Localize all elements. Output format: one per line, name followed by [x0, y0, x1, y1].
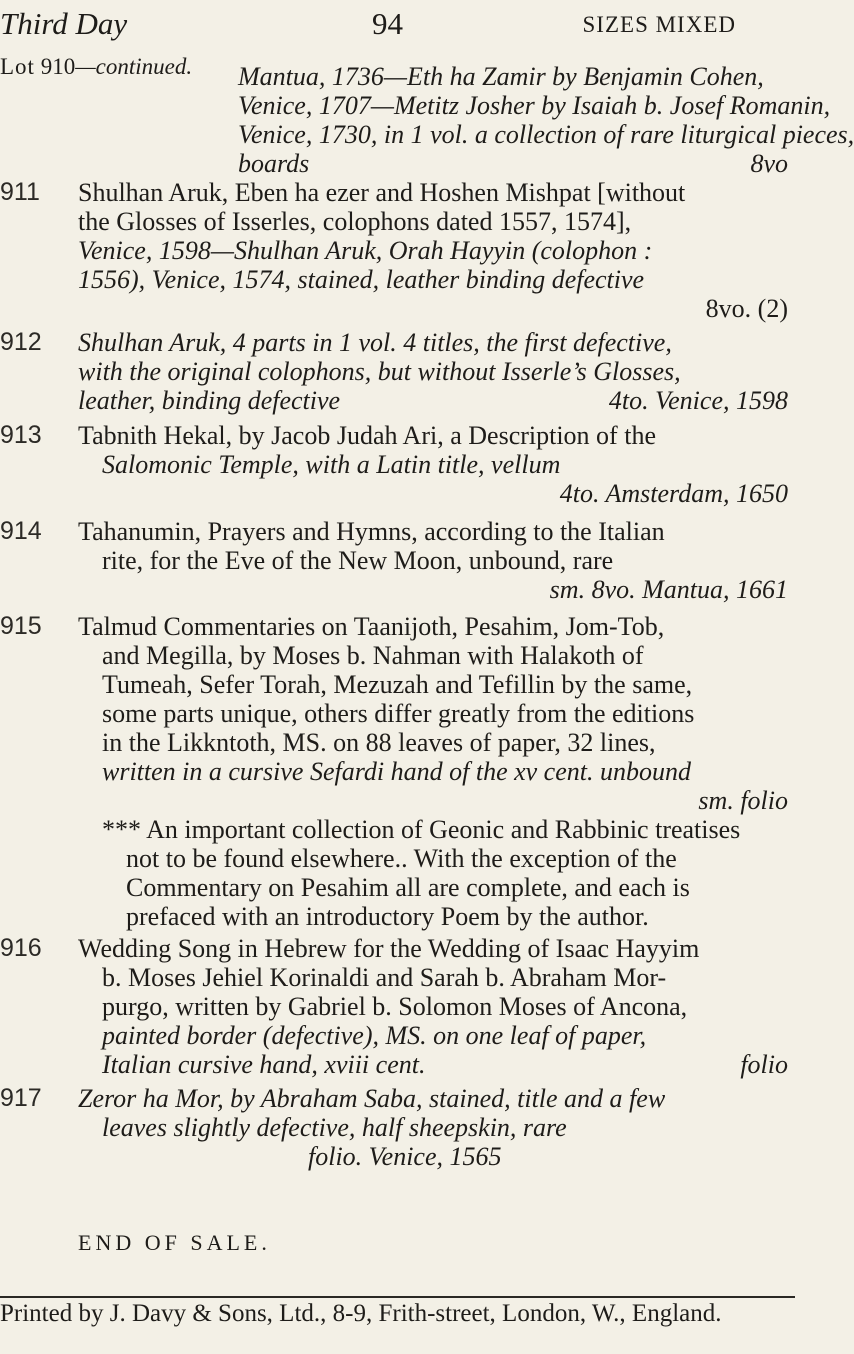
- lot-number: 917: [0, 1084, 42, 1112]
- lot-number: 914: [0, 517, 42, 545]
- description-line: Salomonic Temple, with a Latin title, vellum: [102, 450, 561, 479]
- description-line: Venice, 1707—Metitz Josher by Isaiah b. Josef Romanin,: [238, 91, 831, 120]
- description-line: b. Moses Jehiel Korinaldi and Sarah b. Abraham Mor-: [102, 963, 667, 992]
- format-note: 4to. Amsterdam, 1650: [559, 479, 788, 508]
- format-note: 8vo. (2): [705, 294, 788, 323]
- page-number: 94: [372, 6, 403, 41]
- description-line: Venice, 1730, in 1 vol. a collection of rare liturgical pieces,: [238, 120, 854, 149]
- hand-note: Italian cursive hand, xviii cent.: [102, 1050, 426, 1079]
- end-of-sale: END OF SALE.: [78, 1230, 271, 1255]
- binding-note: boards: [238, 149, 310, 178]
- lot-number: 916: [0, 934, 42, 962]
- description-line: Tumeah, Sefer Torah, Mezuzah and Tefillin by the same,: [102, 670, 693, 699]
- lot-description: [78, 934, 788, 1079]
- description-line: Tabnith Hekal, by Jacob Judah Ari, a Description of the: [78, 421, 656, 450]
- lot-910-description: [238, 62, 788, 91]
- lot-description: [78, 1084, 788, 1171]
- description-line: in the Likkntoth, MS. on 88 leaves of paper, 32 lines,: [102, 728, 656, 757]
- running-head-left: Third Day: [0, 6, 128, 41]
- description-line: 1556), Venice, 1574, stained, leather binding defective: [78, 265, 645, 294]
- format-note: folio. Venice, 1565: [308, 1142, 502, 1171]
- description-line: Tahanumin, Prayers and Hymns, according to the Italian: [78, 517, 665, 546]
- description-line: painted border (defective), MS. on one leaf of paper,: [102, 1021, 647, 1050]
- lot-description: [78, 517, 788, 604]
- continued-lot-number: 910: [40, 54, 76, 79]
- lot-description: [78, 178, 788, 323]
- lot-description: [78, 328, 788, 415]
- format-note: 8vo: [750, 149, 788, 178]
- format-note: sm. 8vo. Mantua, 1661: [549, 575, 788, 604]
- description-line: Talmud Commentaries on Taanijoth, Pesahim, Jom-Tob,: [78, 612, 665, 641]
- description-line: Shulhan Aruk, Eben ha ezer and Hoshen Mishpat [without: [78, 178, 686, 207]
- note-line: Commentary on Pesahim all are complete, and each is: [126, 873, 690, 902]
- lot-number: 913: [0, 421, 42, 449]
- format-note: 4to. Venice, 1598: [608, 386, 788, 415]
- note-line: not to be found elsewhere.. With the exception of the: [126, 844, 677, 873]
- running-head-right: SIZES MIXED: [582, 12, 736, 37]
- continued-label: —continued.: [75, 54, 193, 79]
- description-line: the Glosses of Isserles, colophons dated 1557, 1574],: [78, 207, 632, 236]
- page-header: [0, 0, 800, 58]
- description-line: purgo, written by Gabriel b. Solomon Moses of Ancona,: [102, 992, 688, 1021]
- binding-note: leather, binding defective: [78, 386, 341, 415]
- note-line: *** An important collection of Geonic and Rabbinic treatises: [102, 815, 741, 844]
- lot-number: 912: [0, 328, 42, 356]
- description-line: Mantua, 1736—Eth ha Zamir by Benjamin Cohen,: [238, 62, 764, 91]
- lot-number: 911: [0, 178, 40, 206]
- lot-910-description-cont: [78, 91, 854, 178]
- description-line: Zeror ha Mor, by Abraham Saba, stained, title and a few: [78, 1084, 666, 1113]
- format-note: folio: [740, 1050, 788, 1079]
- description-line: Venice, 1598—Shulhan Aruk, Orah Hayyin (colophon :: [78, 236, 653, 265]
- description-line: with the original colophons, but without Isserle’s Glosses,: [78, 357, 681, 386]
- description-tail-line: [78, 386, 788, 415]
- lot-number: 915: [0, 612, 42, 640]
- format-note: sm. folio: [698, 786, 788, 815]
- lot-description: [78, 421, 788, 508]
- description-tail-line: [78, 149, 788, 178]
- printer-imprint: Printed by J. Davy & Sons, Ltd., 8-9, Frith-street, London, W., England.: [0, 1300, 722, 1327]
- lot-word: Lot: [0, 54, 35, 79]
- footer-rule: [0, 1296, 795, 1298]
- description-tail-line: [78, 1050, 788, 1079]
- description-line: Wedding Song in Hebrew for the Wedding of Isaac Hayyim: [78, 934, 700, 963]
- description-line: some parts unique, others differ greatly from the editions: [102, 699, 695, 728]
- description-line: written in a cursive Sefardi hand of the xv cent. unbound: [102, 757, 691, 786]
- description-line: and Megilla, by Moses b. Nahman with Halakoth of: [102, 641, 644, 670]
- lot-description: [78, 612, 788, 931]
- continued-heading: [0, 54, 192, 80]
- note-line: prefaced with an introductory Poem by the author.: [126, 902, 649, 931]
- description-line: leaves slightly defective, half sheepskin, rare: [102, 1113, 567, 1142]
- description-line: rite, for the Eve of the New Moon, unbound, rare: [102, 546, 614, 575]
- description-line: Shulhan Aruk, 4 parts in 1 vol. 4 titles, the first defective,: [78, 328, 672, 357]
